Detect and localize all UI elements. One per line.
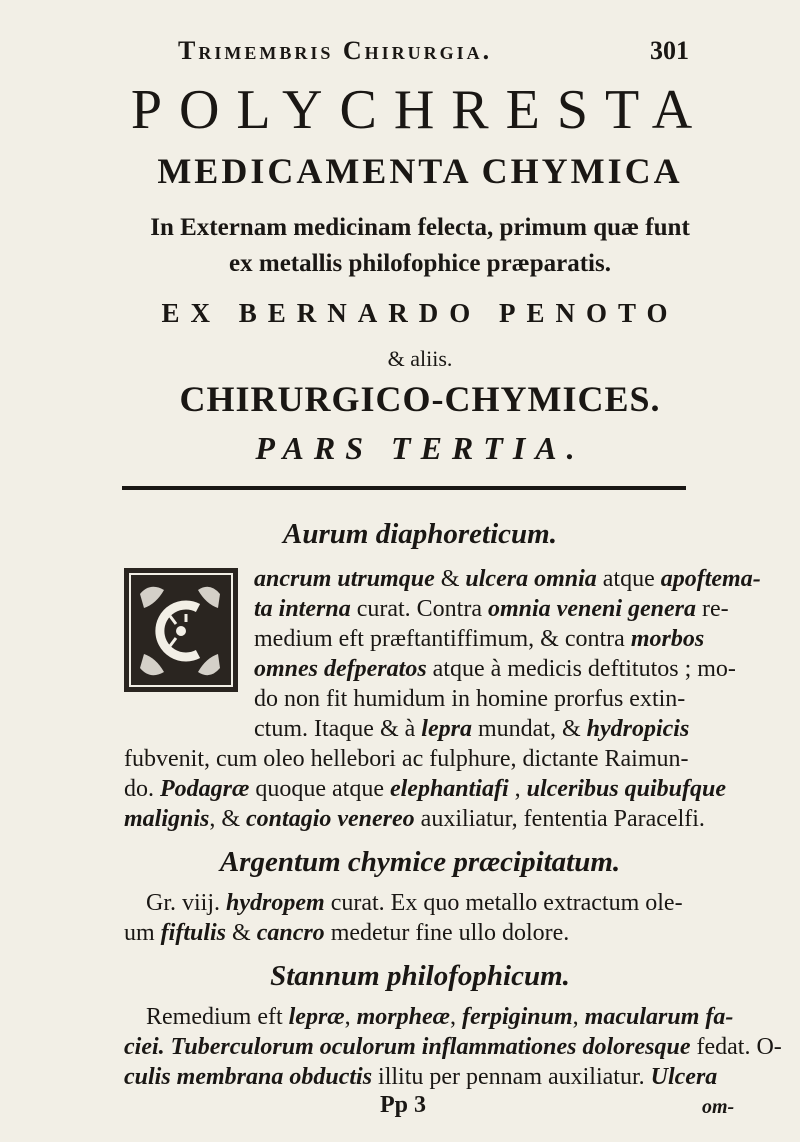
aurum-line-1: ancrum utrumque & ulcera omnia atque apoftema- bbox=[254, 566, 761, 592]
aurum-line-6: ctum. Itaque & à lepra mundat, & hydropicis bbox=[254, 716, 690, 742]
page-number: 301 bbox=[650, 36, 689, 65]
title-main: POLYCHRESTA bbox=[130, 79, 710, 141]
argentum-line-2: um fiftulis & cancro medetur fine ullo dolore. bbox=[124, 920, 570, 946]
stannum-line-2: ciei. Tuberculorum oculorum inflammationes doloresque fedat. O- bbox=[124, 1034, 782, 1060]
argentum-line-1: Gr. viij. hydropem curat. Ex quo metallo extractum ole- bbox=[146, 890, 683, 916]
aurum-line-3: medium eft præftantiffimum, & contra morbos bbox=[254, 626, 705, 652]
aurum-line-8: do. Podagræ quoque atque elephantiafi , ulceribus quibufque bbox=[124, 776, 727, 802]
section-title: CHIRURGICO-CHYMICES. bbox=[179, 379, 661, 419]
description-line-1: In Externam medicinam felecta, primum quæ funt bbox=[150, 214, 690, 241]
section-heading-argentum: Argentum chymice præcipitatum. bbox=[219, 846, 621, 878]
running-head: Trimembris Chirurgia. bbox=[178, 36, 493, 65]
part-title: PARS TERTIA. bbox=[255, 430, 585, 466]
aurum-line-9: malignis, & contagio venereo auxiliatur, fententia Paracelfi. bbox=[124, 806, 705, 832]
aurum-line-5: do non fit humidum in homine prorfus extin- bbox=[254, 686, 686, 712]
author-line: EX BERNARDO PENOTO bbox=[161, 298, 679, 328]
aurum-line-2: ta interna curat. Contra omnia veneni genera re- bbox=[254, 596, 729, 622]
catchword: om- bbox=[702, 1096, 735, 1118]
section-heading-stannum: Stannum philofophicum. bbox=[270, 960, 570, 992]
aurum-line-7: fubvenit, cum oleo hellebori ac fulphure, dictante Raimun- bbox=[124, 746, 689, 772]
others-line: & aliis. bbox=[387, 346, 453, 371]
stannum-line-3: culis membrana obductis illitu per pennam auxiliatur. Ulcera bbox=[124, 1064, 718, 1090]
ornamental-initial-icon bbox=[120, 564, 242, 696]
stannum-line-1: Remedium eft lepræ, morpheæ, ferpiginum, macularum fa- bbox=[146, 1004, 734, 1030]
horizontal-rule bbox=[122, 486, 686, 490]
title-sub: MEDICAMENTA CHYMICA bbox=[157, 151, 683, 191]
section-heading-aurum: Aurum diaphoreticum. bbox=[283, 518, 557, 550]
aurum-line-4: omnes defperatos atque à medicis deftitutos ; mo- bbox=[254, 656, 736, 682]
description-line-2: ex metallis philofophice præparatis. bbox=[229, 250, 611, 277]
signature-mark: Pp 3 bbox=[380, 1092, 427, 1118]
